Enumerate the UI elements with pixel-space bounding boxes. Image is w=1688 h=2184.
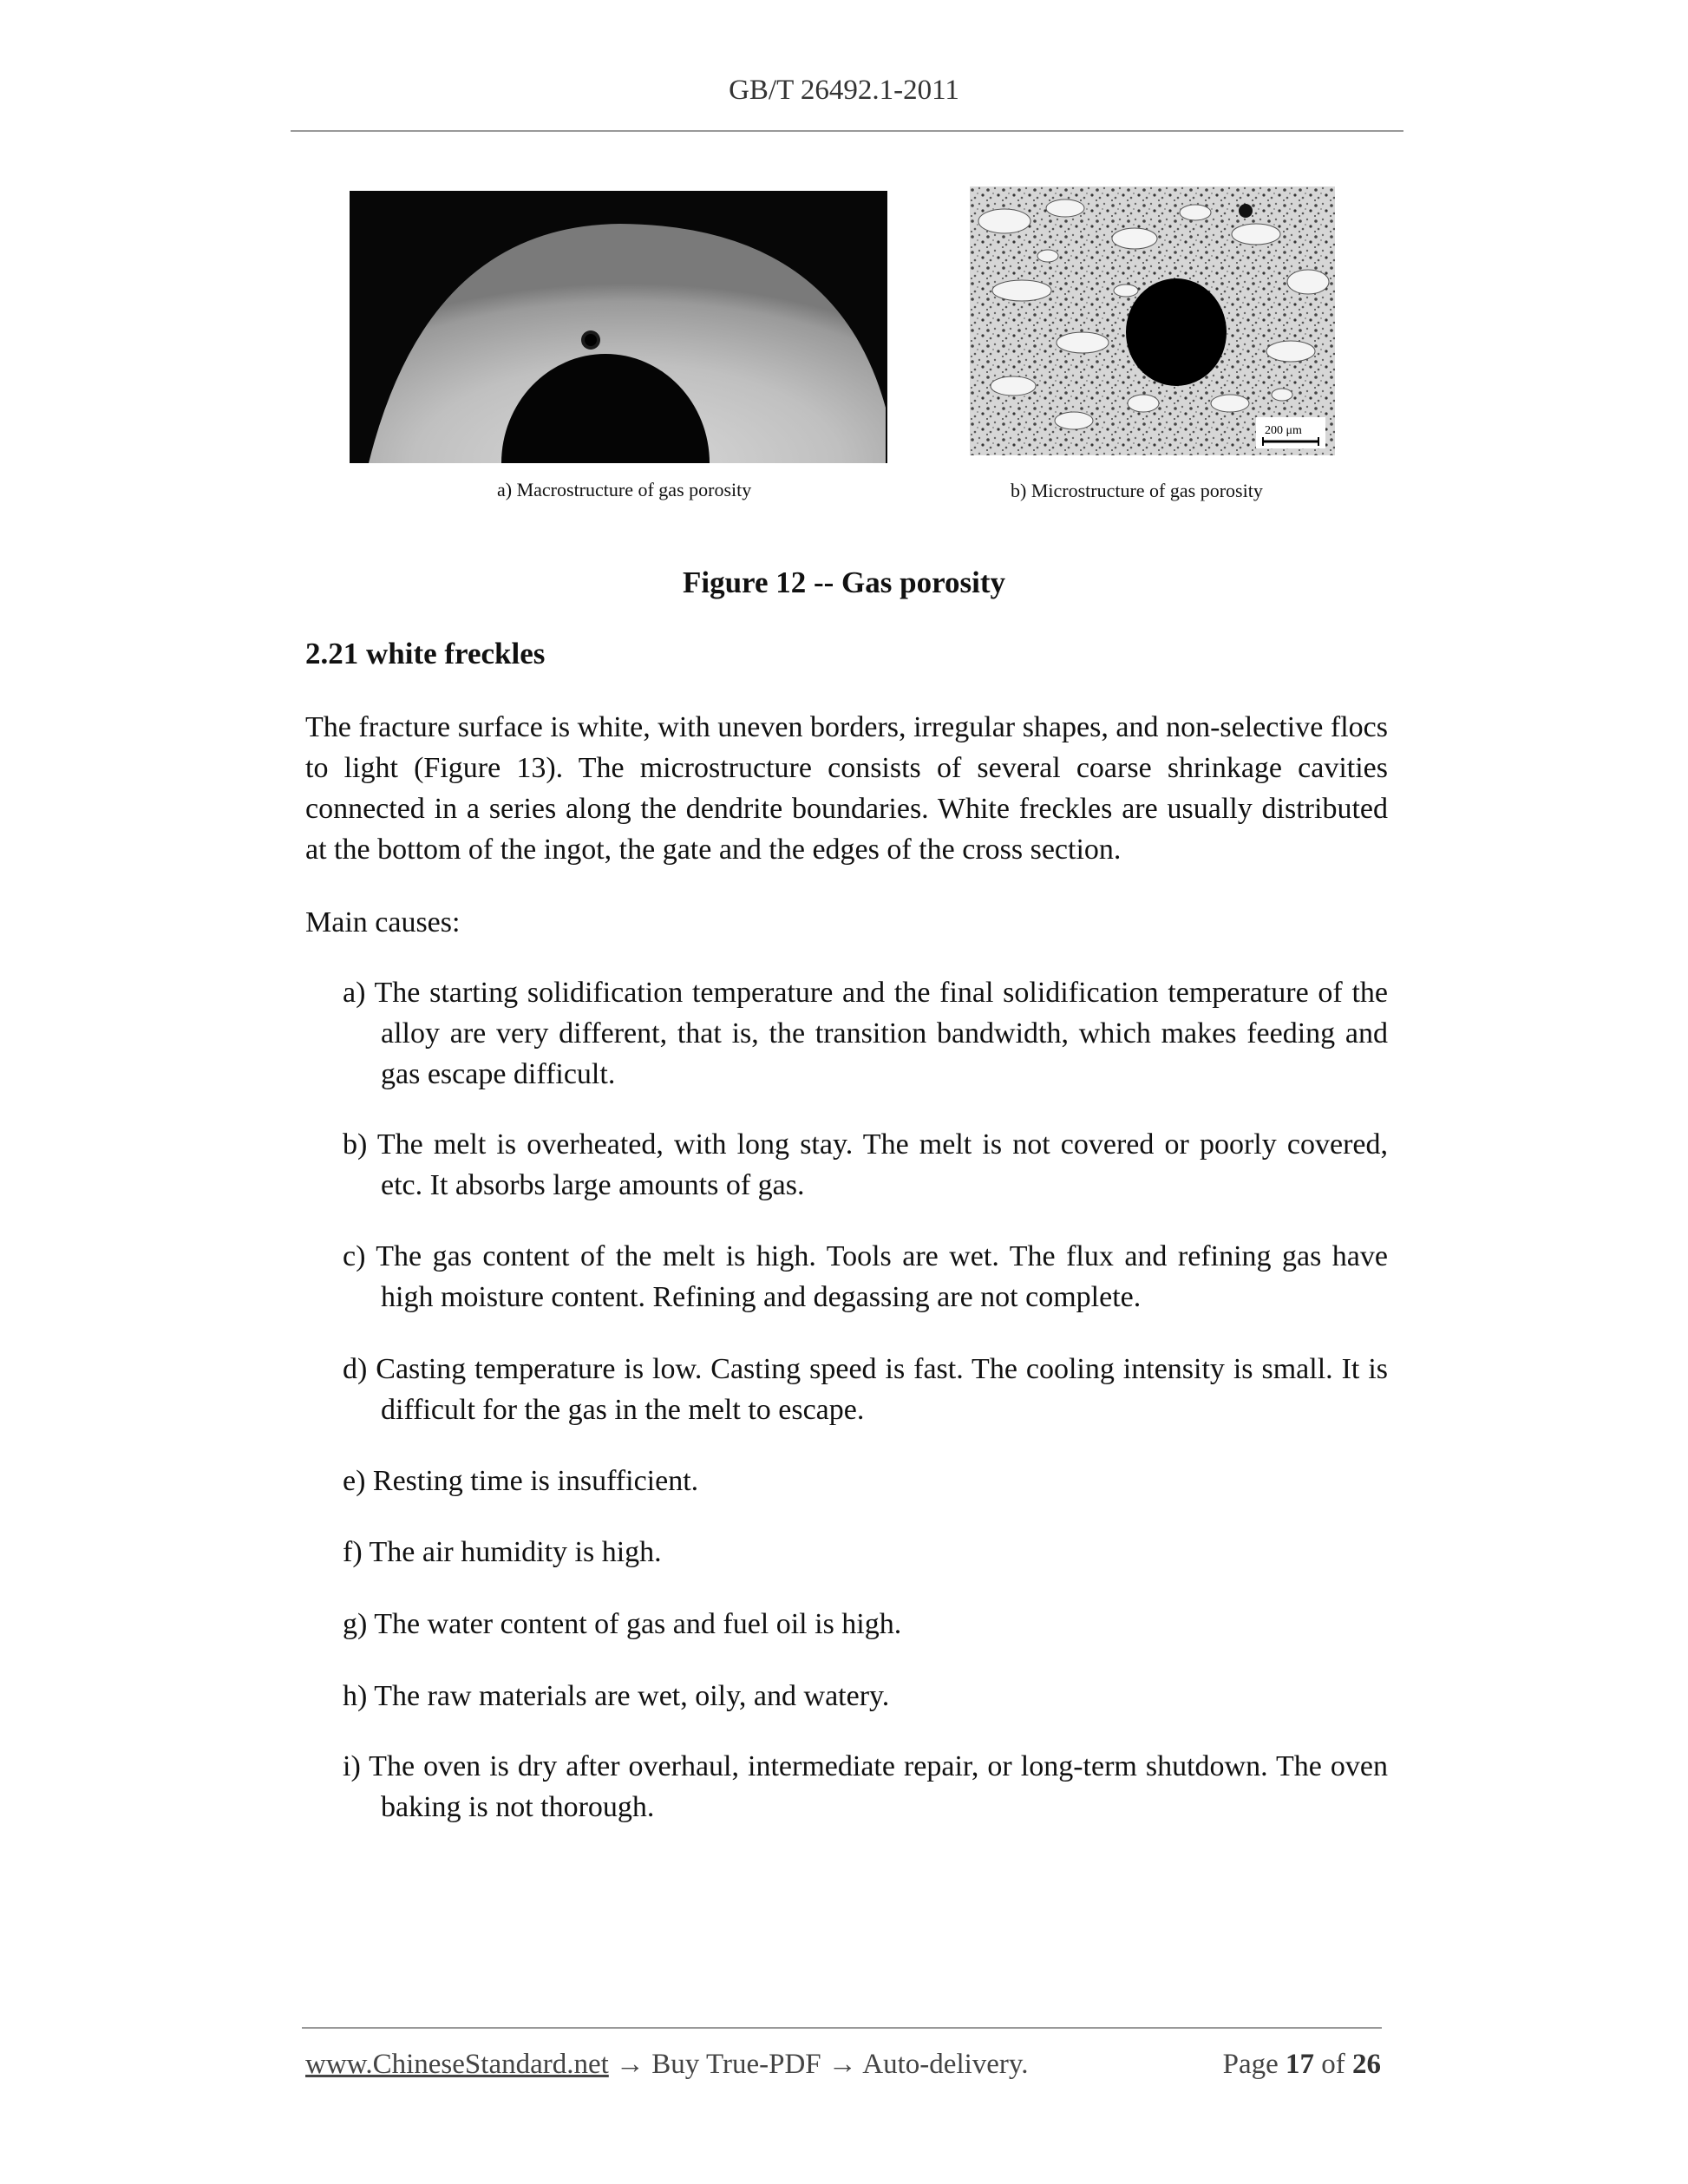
of-word: of bbox=[1321, 2049, 1345, 2080]
section-heading: 2.21 white freckles bbox=[305, 637, 546, 670]
header-divider bbox=[291, 130, 1403, 132]
list-item: e) Resting time is insufficient. bbox=[343, 1465, 699, 1497]
page-footer bbox=[305, 2049, 1381, 2081]
list-item: a) The starting solidification temperature and the final solidification temperature of the alloy are very different, that is, the transition bandwidth, which makes feeding and gas escape difficult. bbox=[343, 977, 1388, 1090]
microstructure-image bbox=[970, 186, 1335, 455]
footer-divider bbox=[302, 2027, 1382, 2029]
main-causes-label: Main causes: bbox=[305, 906, 461, 938]
list-item: c) The gas content of the melt is high. Tools are wet. The flux and refining gas have high moisture content. Refining and degassing are not complete. bbox=[343, 1240, 1388, 1313]
scale-bar-label: 200 μm bbox=[1265, 424, 1302, 437]
section-paragraph: The fracture surface is white, with uneven borders, irregular shapes, and non-selective flocs to light (Figure 13). The microstructure consists of several coarse shrinkage cavities connected in a series along the dendrite boundaries. White freckles are usually distributed at the bottom of the ingot, the gate and the edges of the cross section. bbox=[305, 711, 1388, 866]
macrostructure-image bbox=[350, 191, 887, 463]
subcaption-b: b) Microstructure of gas porosity bbox=[1011, 480, 1263, 501]
page-indicator bbox=[1223, 2049, 1381, 2081]
microstructure-drawing bbox=[970, 186, 1335, 455]
list-item: i) The oven is dry after overhaul, intermediate repair, or long-term shutdown. The oven baking is not thorough. bbox=[343, 1750, 1388, 1823]
document-header: GB/T 26492.1-2011 bbox=[729, 75, 959, 106]
macrostructure-drawing bbox=[350, 191, 887, 463]
page-current: 17 bbox=[1286, 2049, 1314, 2080]
website-link[interactable]: www.ChineseStandard.net bbox=[305, 2049, 609, 2080]
list-item: g) The water content of gas and fuel oil is high. bbox=[343, 1608, 902, 1640]
list-item: f) The air humidity is high. bbox=[343, 1536, 662, 1568]
list-item: h) The raw materials are wet, oily, and watery. bbox=[343, 1680, 890, 1712]
list-item: d) Casting temperature is low. Casting speed is fast. The cooling intensity is small. It is difficult for the gas in the melt to escape. bbox=[343, 1353, 1388, 1426]
subcaption-a: a) Macrostructure of gas porosity bbox=[497, 479, 752, 500]
list-item: b) The melt is overheated, with long stay. The melt is not covered or poorly covered, etc. It absorbs large amounts of gas. bbox=[343, 1128, 1388, 1201]
page-word: Page bbox=[1222, 2049, 1279, 2080]
figure-title: Figure 12 -- Gas porosity bbox=[682, 566, 1006, 599]
buy-text: → Buy True-PDF → Auto-delivery. bbox=[616, 2049, 1029, 2080]
page-total: 26 bbox=[1352, 2049, 1381, 2080]
